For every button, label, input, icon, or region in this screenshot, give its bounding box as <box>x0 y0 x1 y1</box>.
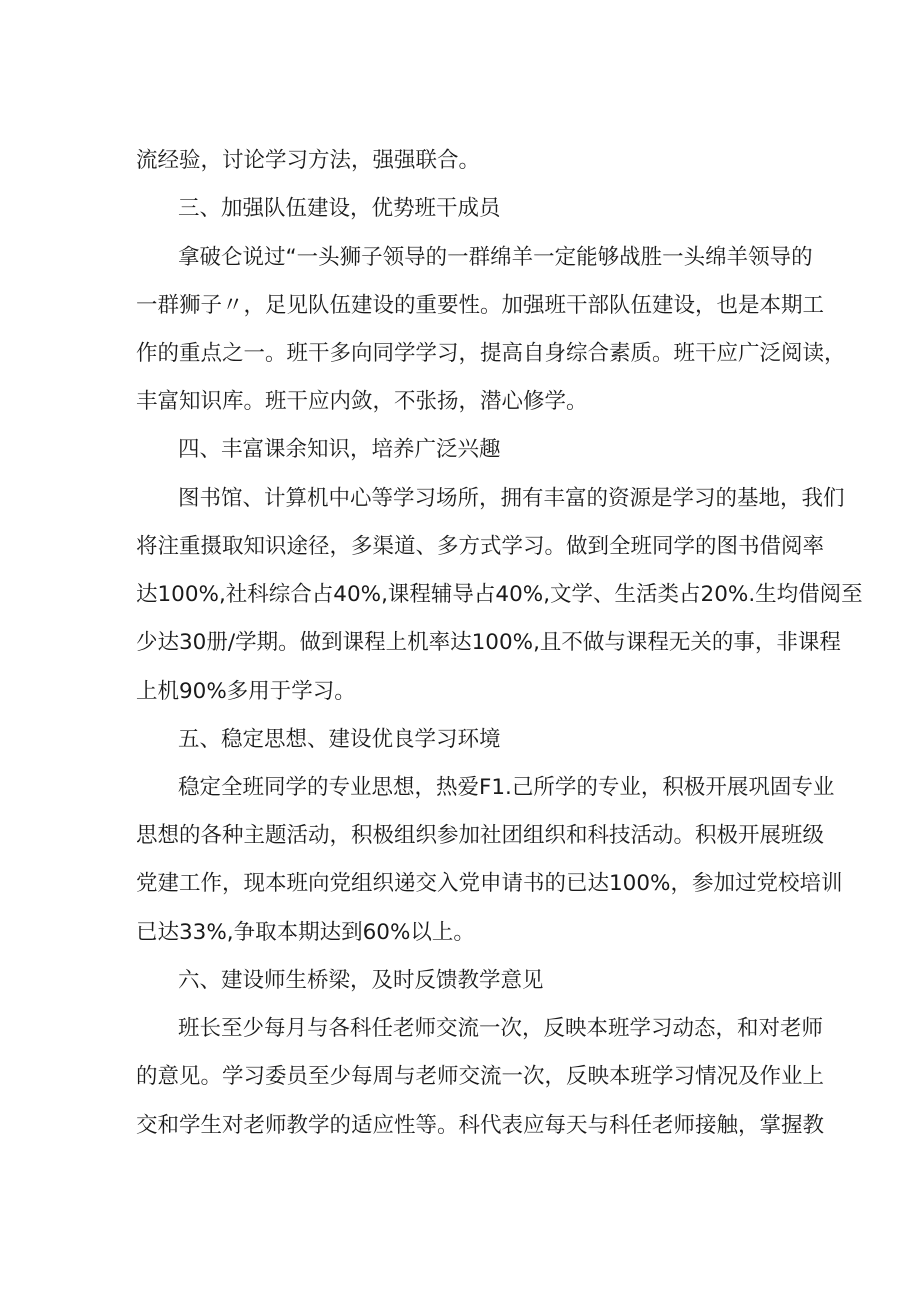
paragraph-line: 将注重摄取知识途径，多渠道、多方式学习。做到全班同学的图书借阅率 <box>136 534 825 559</box>
paragraph-line: 已达33%,争取本期达到60%以上。 <box>136 920 475 945</box>
paragraph-line: 一群狮子〃，足见队伍建设的重要性。加强班干部队伍建设，也是本期工 <box>136 293 825 318</box>
paragraph-line: 交和学生对老师教学的适应性等。科代表应每天与科任老师接触，掌握教 <box>136 1113 825 1138</box>
paragraph-line: 图书馆、计算机中心等学习场所，拥有丰富的资源是学习的基地，我们 <box>178 486 845 511</box>
paragraph-line: 稳定全班同学的专业思想，热爱F1.己所学的专业，积极开展巩固专业 <box>178 775 835 800</box>
paragraph-line: 丰富知识库。班干应内敛，不张扬，潜心修学。 <box>136 389 588 414</box>
paragraph-line: 作的重点之一。班干多向同学学习，提高自身综合素质。班干应广泛阅读， <box>136 341 846 366</box>
section-heading-5: 五、稳定思想、建设优良学习环境 <box>178 727 501 752</box>
paragraph-line: 拿破仑说过“一头狮子领导的一群绵羊一定能够战胜一头绵羊领导的 <box>178 245 813 270</box>
section-heading-3: 三、加强队伍建设，优势班干成员 <box>178 196 501 221</box>
section-heading-4: 四、丰富课余知识，培养广泛兴趣 <box>178 437 501 462</box>
section-heading-6: 六、建设师生桥梁，及时反馈教学意见 <box>178 968 544 993</box>
paragraph-line: 流经验，讨论学习方法，强强联合。 <box>136 148 481 173</box>
paragraph-line: 班长至少每月与各科任老师交流一次，反映本班学习动态，和对老师 <box>178 1016 824 1041</box>
paragraph-line: 上机90%多用于学习。 <box>136 679 356 704</box>
paragraph-line: 党建工作，现本班向党组织递交入党申请书的已达100%，参加过党校培训 <box>136 871 843 896</box>
paragraph-line: 达100%,社科综合占40%,课程辅导占40%,文学、生活类占20%.生均借阅至 <box>136 582 863 607</box>
paragraph-line: 思想的各种主题活动，积极组织参加社团组织和科技活动。积极开展班级 <box>136 823 825 848</box>
paragraph-line: 的意见。学习委员至少每周与老师交流一次，反映本班学习情况及作业上 <box>136 1064 825 1089</box>
paragraph-line: 少达30册/学期。做到课程上机率达100%,且不做与课程无关的事，非课程 <box>136 630 841 655</box>
